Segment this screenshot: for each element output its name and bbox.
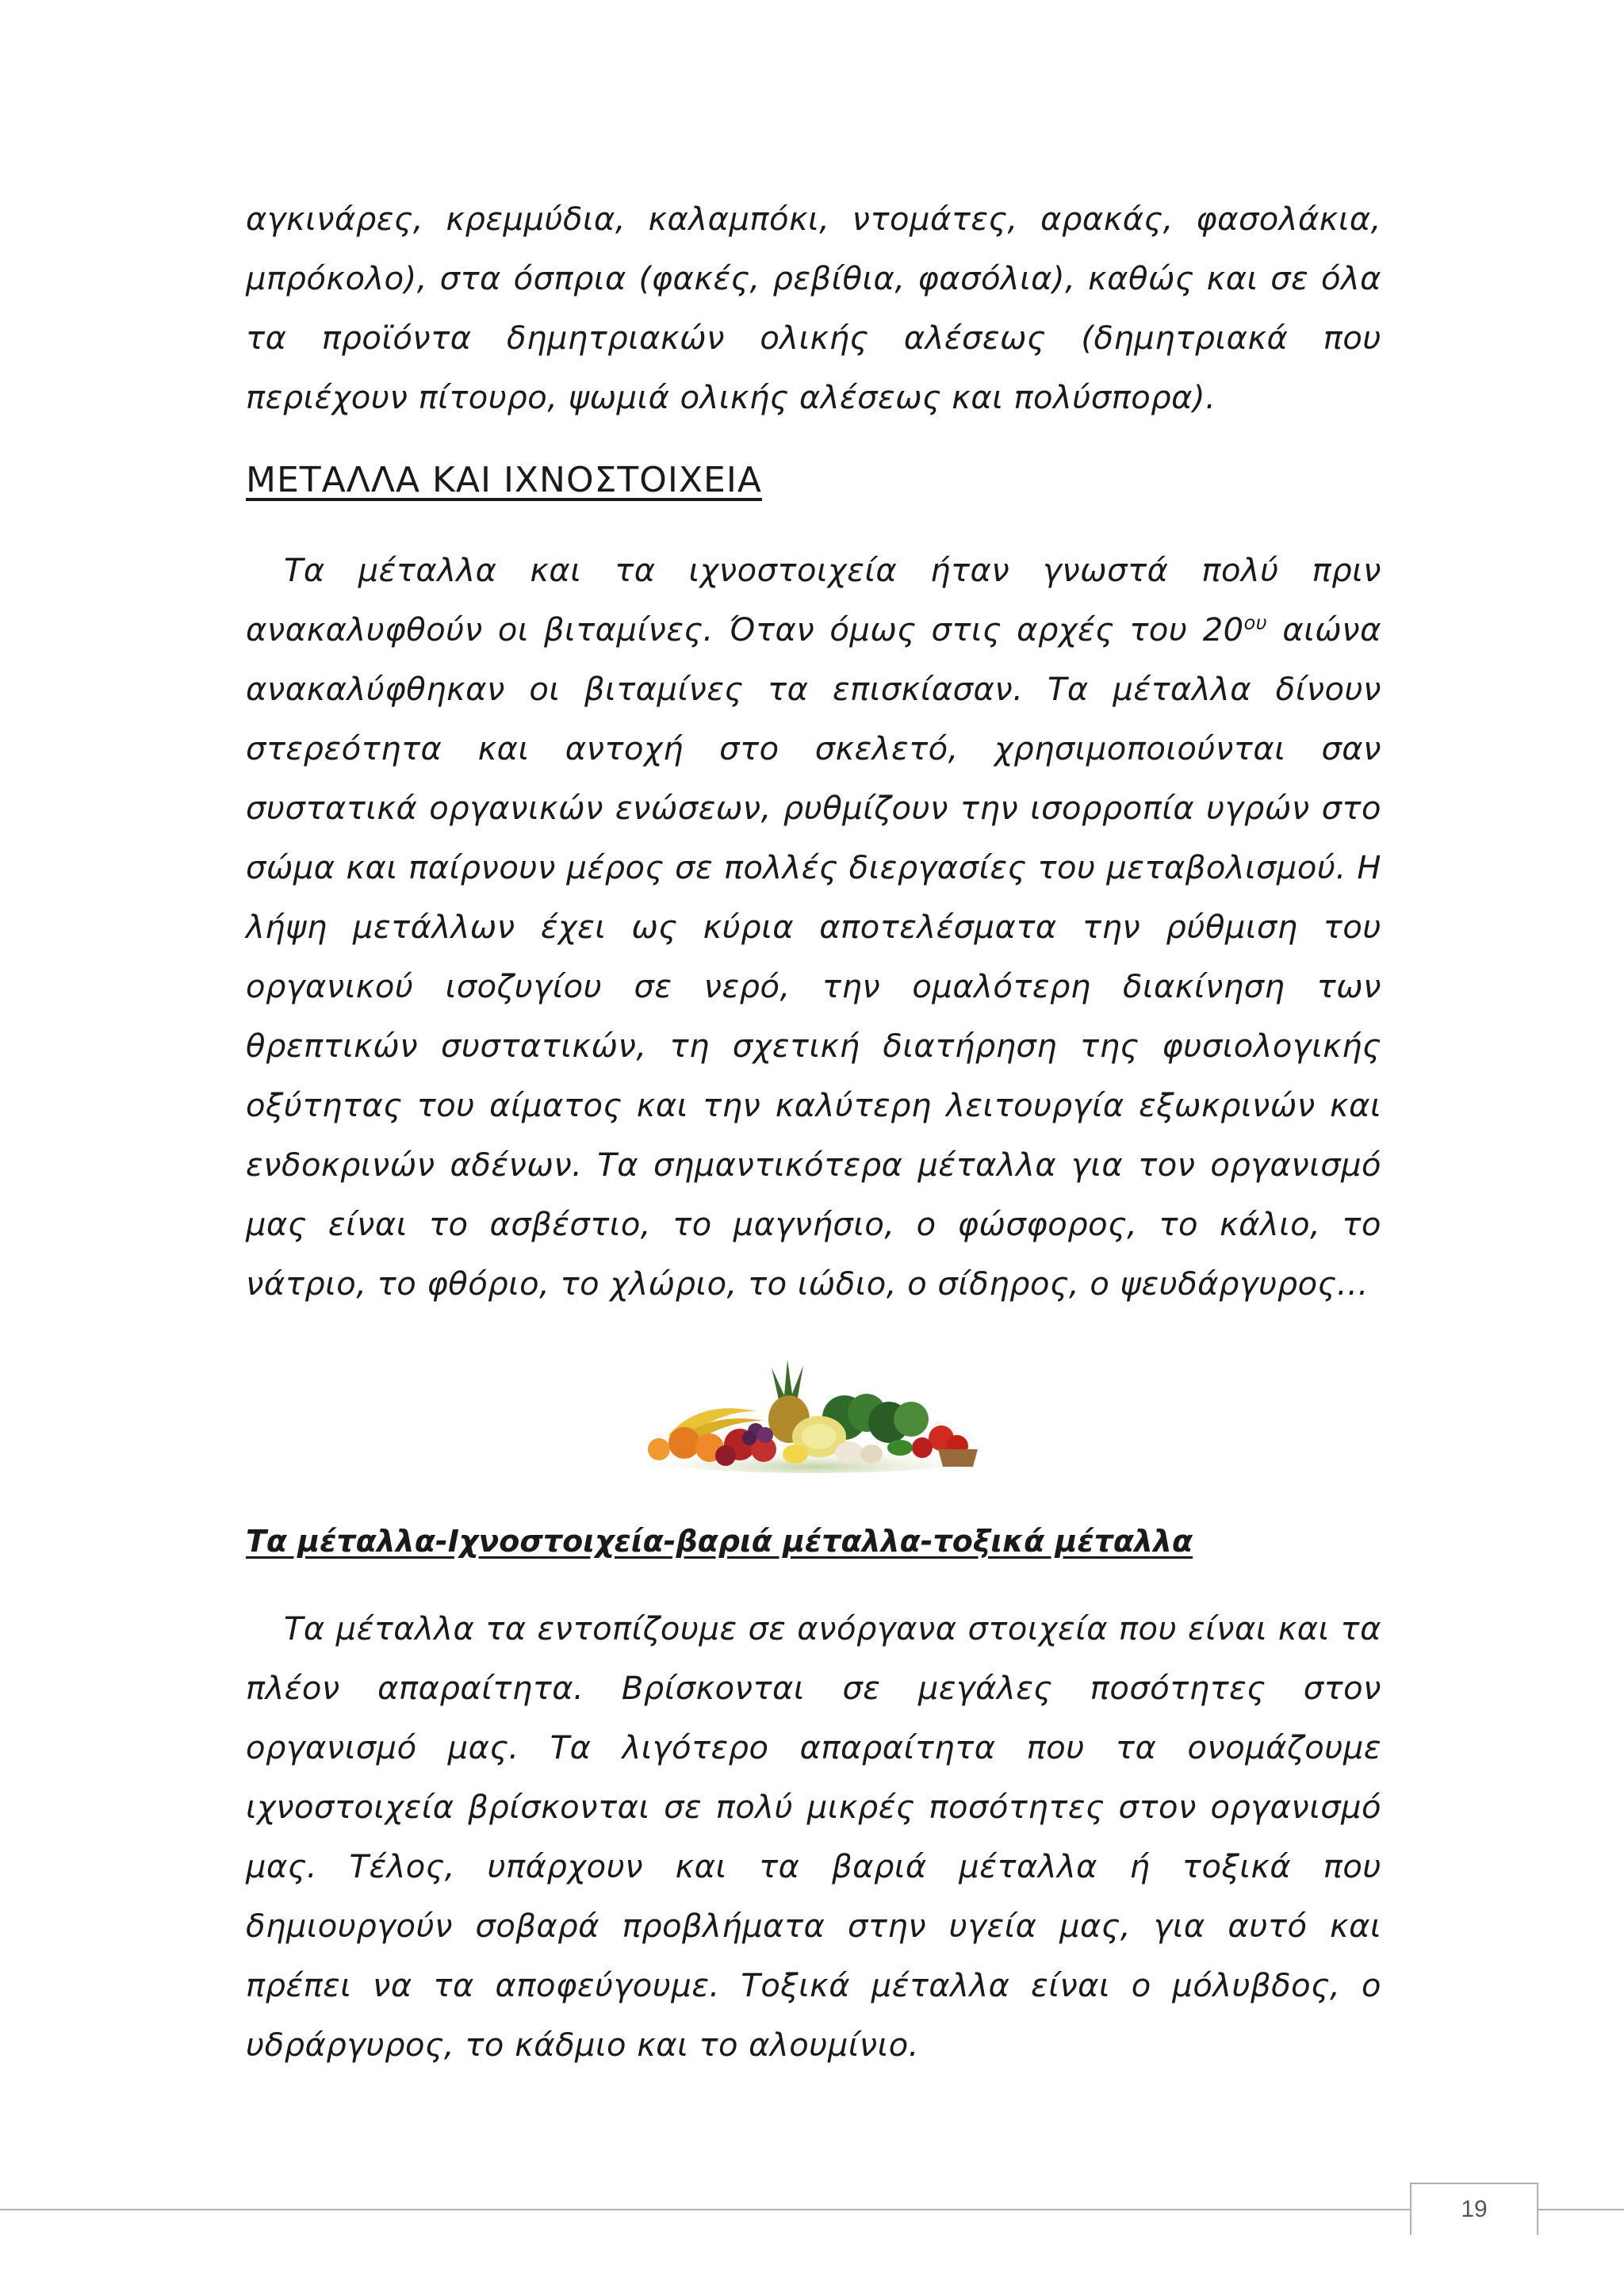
paragraph-metals-intro-part2: αιώνα ανακαλύφθηκαν οι βιταμίνες τα επισκίασαν. Τα μέταλλα δίνουν στερεότητα και αντοχή στο σκελετό, χρησιμοποιούνται σαν συστατικά οργανικών ενώσεων, ρυθμίζουν την ισορροπία υγρών στο σώμα και παίρνουν μέρος σε πολλές διεργασίες του μεταβολισμού. Η λήψη μετάλλων έχει ως κύρια αποτελέσματα την ρύθμιση του οργανικού ισοζυγίου σε νερό, την ομαλότερη διακίνηση των θρεπτικών συστατικών, τη σχετική διατήρηση της φυσιολογικής οξύτητας του αίματος και την καλύτερη λειτουργία εξωκρινών και ενδοκρινών αδένων. Τα σημαντικότερα μέταλλα για τον οργανισμό μας είναι το ασβέστιο, το μαγνήσιο, ο φώσφορος, το κάλιο, το νάτριο, το φθόριο, το χλώριο, το ιώδιο, ο σίδηρος, ο ψευδάργυρος… xyxy=(246,612,1381,1303)
paragraph-vegetable-list: αγκινάρες, κρεμμύδια, καλαμπόκι, ντομάτες, αρακάς, φασολάκια, μπρόκολο), στα όσπρια (φακές, ρεβίθια, φασόλια), καθώς και σε όλα τα προϊόντα δημητριακών ολικής αλέσεως (δημητριακά που περιέχουν πίτουρο, ψωμιά ολικής αλέσεως και πολύσπορα). xyxy=(246,201,1381,416)
footer-divider-right xyxy=(1538,2209,1624,2210)
image-container xyxy=(246,1356,1381,1475)
page-number-box xyxy=(1410,2183,1538,2235)
subheading-metals-types: Τα μέταλλα-Ιχνοστοιχεία-βαριά μέταλλα-τοξικά μέταλλα xyxy=(246,1524,1193,1559)
footer-divider-left xyxy=(0,2209,1410,2210)
paragraph-metals-types: Τα μέταλλα τα εντοπίζουμε σε ανόργανα στοιχεία που είναι και τα πλέον απαραίτητα. Βρίσκονται σε μεγάλες ποσότητες στον οργανισμό μας. Τα λιγότερο απαραίτητα που τα ονομάζουμε ιχνοστοιχεία βρίσκονται σε πολύ μικρές ποσότητες στον οργανισμό μας. Τέλος, υπάρχουν και τα βαριά μέταλλα ή τοξικά που δημιουργούν σοβαρά προβλήματα στην υγεία μας, για αυτό και πρέπει να τα αποφεύγουμε. Τοξικά μέταλλα είναι ο μόλυβδος, ο υδράργυρος, το κάδμιο και το αλουμίνιο. xyxy=(246,1611,1381,2064)
paragraph-metals-intro xyxy=(246,541,1381,1314)
section-heading-metals: ΜΕΤΑΛΛΑ ΚΑΙ ΙΧΝΟΣΤΟΙΧΕΙΑ xyxy=(246,460,762,500)
ordinal-superscript: ου xyxy=(1243,611,1268,634)
page-content xyxy=(246,190,1381,2076)
paragraph-metals-intro-part1: Τα μέταλλα και τα ιχνοστοιχεία ήταν γνωστά πολύ πριν ανακαλυφθούν οι βιταμίνες. Όταν όμως στις αρχές του 20 xyxy=(246,553,1381,649)
fruit-vegetable-pile-image xyxy=(637,1356,990,1475)
page-number: 19 xyxy=(1461,2196,1488,2222)
